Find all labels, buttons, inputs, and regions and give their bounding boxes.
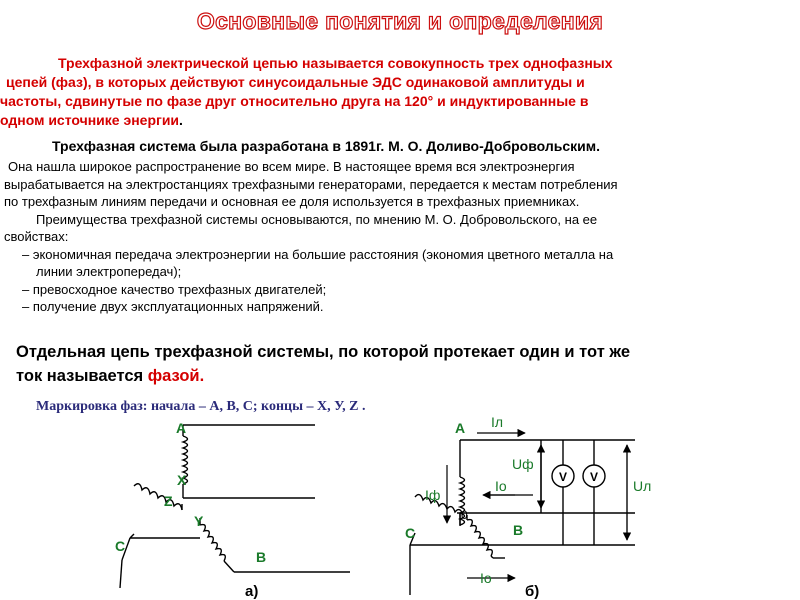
diagram-b-label-phase-voltage: Uф <box>512 456 534 472</box>
definition-line: Трехфазной электрической цепью называется совокупность трех однофазных <box>58 55 613 71</box>
body-line: по трехфазным линиям передачи и основная ее доля используется в трехфазных приемниках. <box>4 194 580 209</box>
diagram-a-wiring <box>120 425 350 588</box>
diagram-a-caption: а) <box>245 583 259 600</box>
phase-term: фазой. <box>147 367 205 385</box>
advantage-item: – получение двух эксплуатационных напряжений. <box>22 299 324 314</box>
diagram-a-label-Z: Z <box>164 493 173 509</box>
phase-definition-prefix: ток называется <box>16 367 148 385</box>
history-heading: Трехфазная система была разработана в 1891г. М. О. Доливо-Добровольским. <box>52 138 600 154</box>
phase-definition-line: Отдельная цепь трехфазной системы, по которой протекает один и тот же <box>16 343 631 361</box>
diagram-b-label-line-voltage: Uл <box>633 478 652 494</box>
diagram-b-label-neutral-current-top: Io <box>495 478 507 494</box>
diagram-a-winding-star <box>0 410 400 600</box>
diagram-b-label-B: B <box>513 522 524 538</box>
page-title: Основные понятия и определения <box>196 8 604 34</box>
voltmeter-1-icon: V <box>558 470 568 484</box>
diagram-b-caption: б) <box>525 583 540 600</box>
diagram-b-label-line-current: Iл <box>491 414 504 430</box>
advantages-intro: Преимущества трехфазной системы основываются, по мнению М. О. Добровольского, на ее <box>36 211 598 227</box>
definition-end-dot: . <box>179 112 183 128</box>
diagram-a-label-Y: Y <box>194 513 204 529</box>
diagram-a-label-B: B <box>256 549 267 565</box>
body-paragraph <box>4 158 800 316</box>
diagram-a-label-X: X <box>177 472 187 488</box>
definition-line: частоты, сдвинутые по фазе друг относительно друга на 120° и индуктированные в <box>0 93 589 109</box>
advantage-item: – превосходное качество трехфазных двигателей; <box>22 281 327 297</box>
advantage-item: – экономичная передача электроэнергии на большие расстояния (экономия цветного металла на <box>22 246 614 262</box>
definition-line: цепей (фаз), в которых действуют синусоидальные ЭДС одинаковой амплитуды и <box>6 74 585 90</box>
diagram-a-label-A: A <box>176 420 187 436</box>
advantage-item-cont: линии электропередач); <box>36 264 182 279</box>
diagram-b-label-neutral-current-bottom: Io <box>480 570 492 586</box>
phase-definition <box>16 340 786 388</box>
diagram-b-label-zero-point: 0 <box>461 508 468 522</box>
diagram-a-label-C: C <box>115 538 126 554</box>
definition-line: одном источнике энергии <box>0 112 180 128</box>
diagram-b-label-A: A <box>455 420 466 436</box>
diagram-b-label-C: C <box>405 525 416 541</box>
definition-paragraph <box>0 54 790 130</box>
diagram-b-label-phase-current: Iф <box>425 487 441 503</box>
phase-marking-note: Маркировка фаз: начала – А, В, С; концы – X, У, Z . <box>36 399 366 414</box>
voltmeter-2-icon: V <box>589 470 599 484</box>
diagram-b-star-connection <box>395 405 800 600</box>
body-line: Она нашла широкое распространение во всем мире. В настоящее время вся электроэнергия <box>8 159 575 174</box>
advantages-intro-cont: свойствах: <box>4 229 69 244</box>
body-line: вырабатывается на электростанциях трехфазными генераторами, передается к местам потребления <box>4 176 618 192</box>
